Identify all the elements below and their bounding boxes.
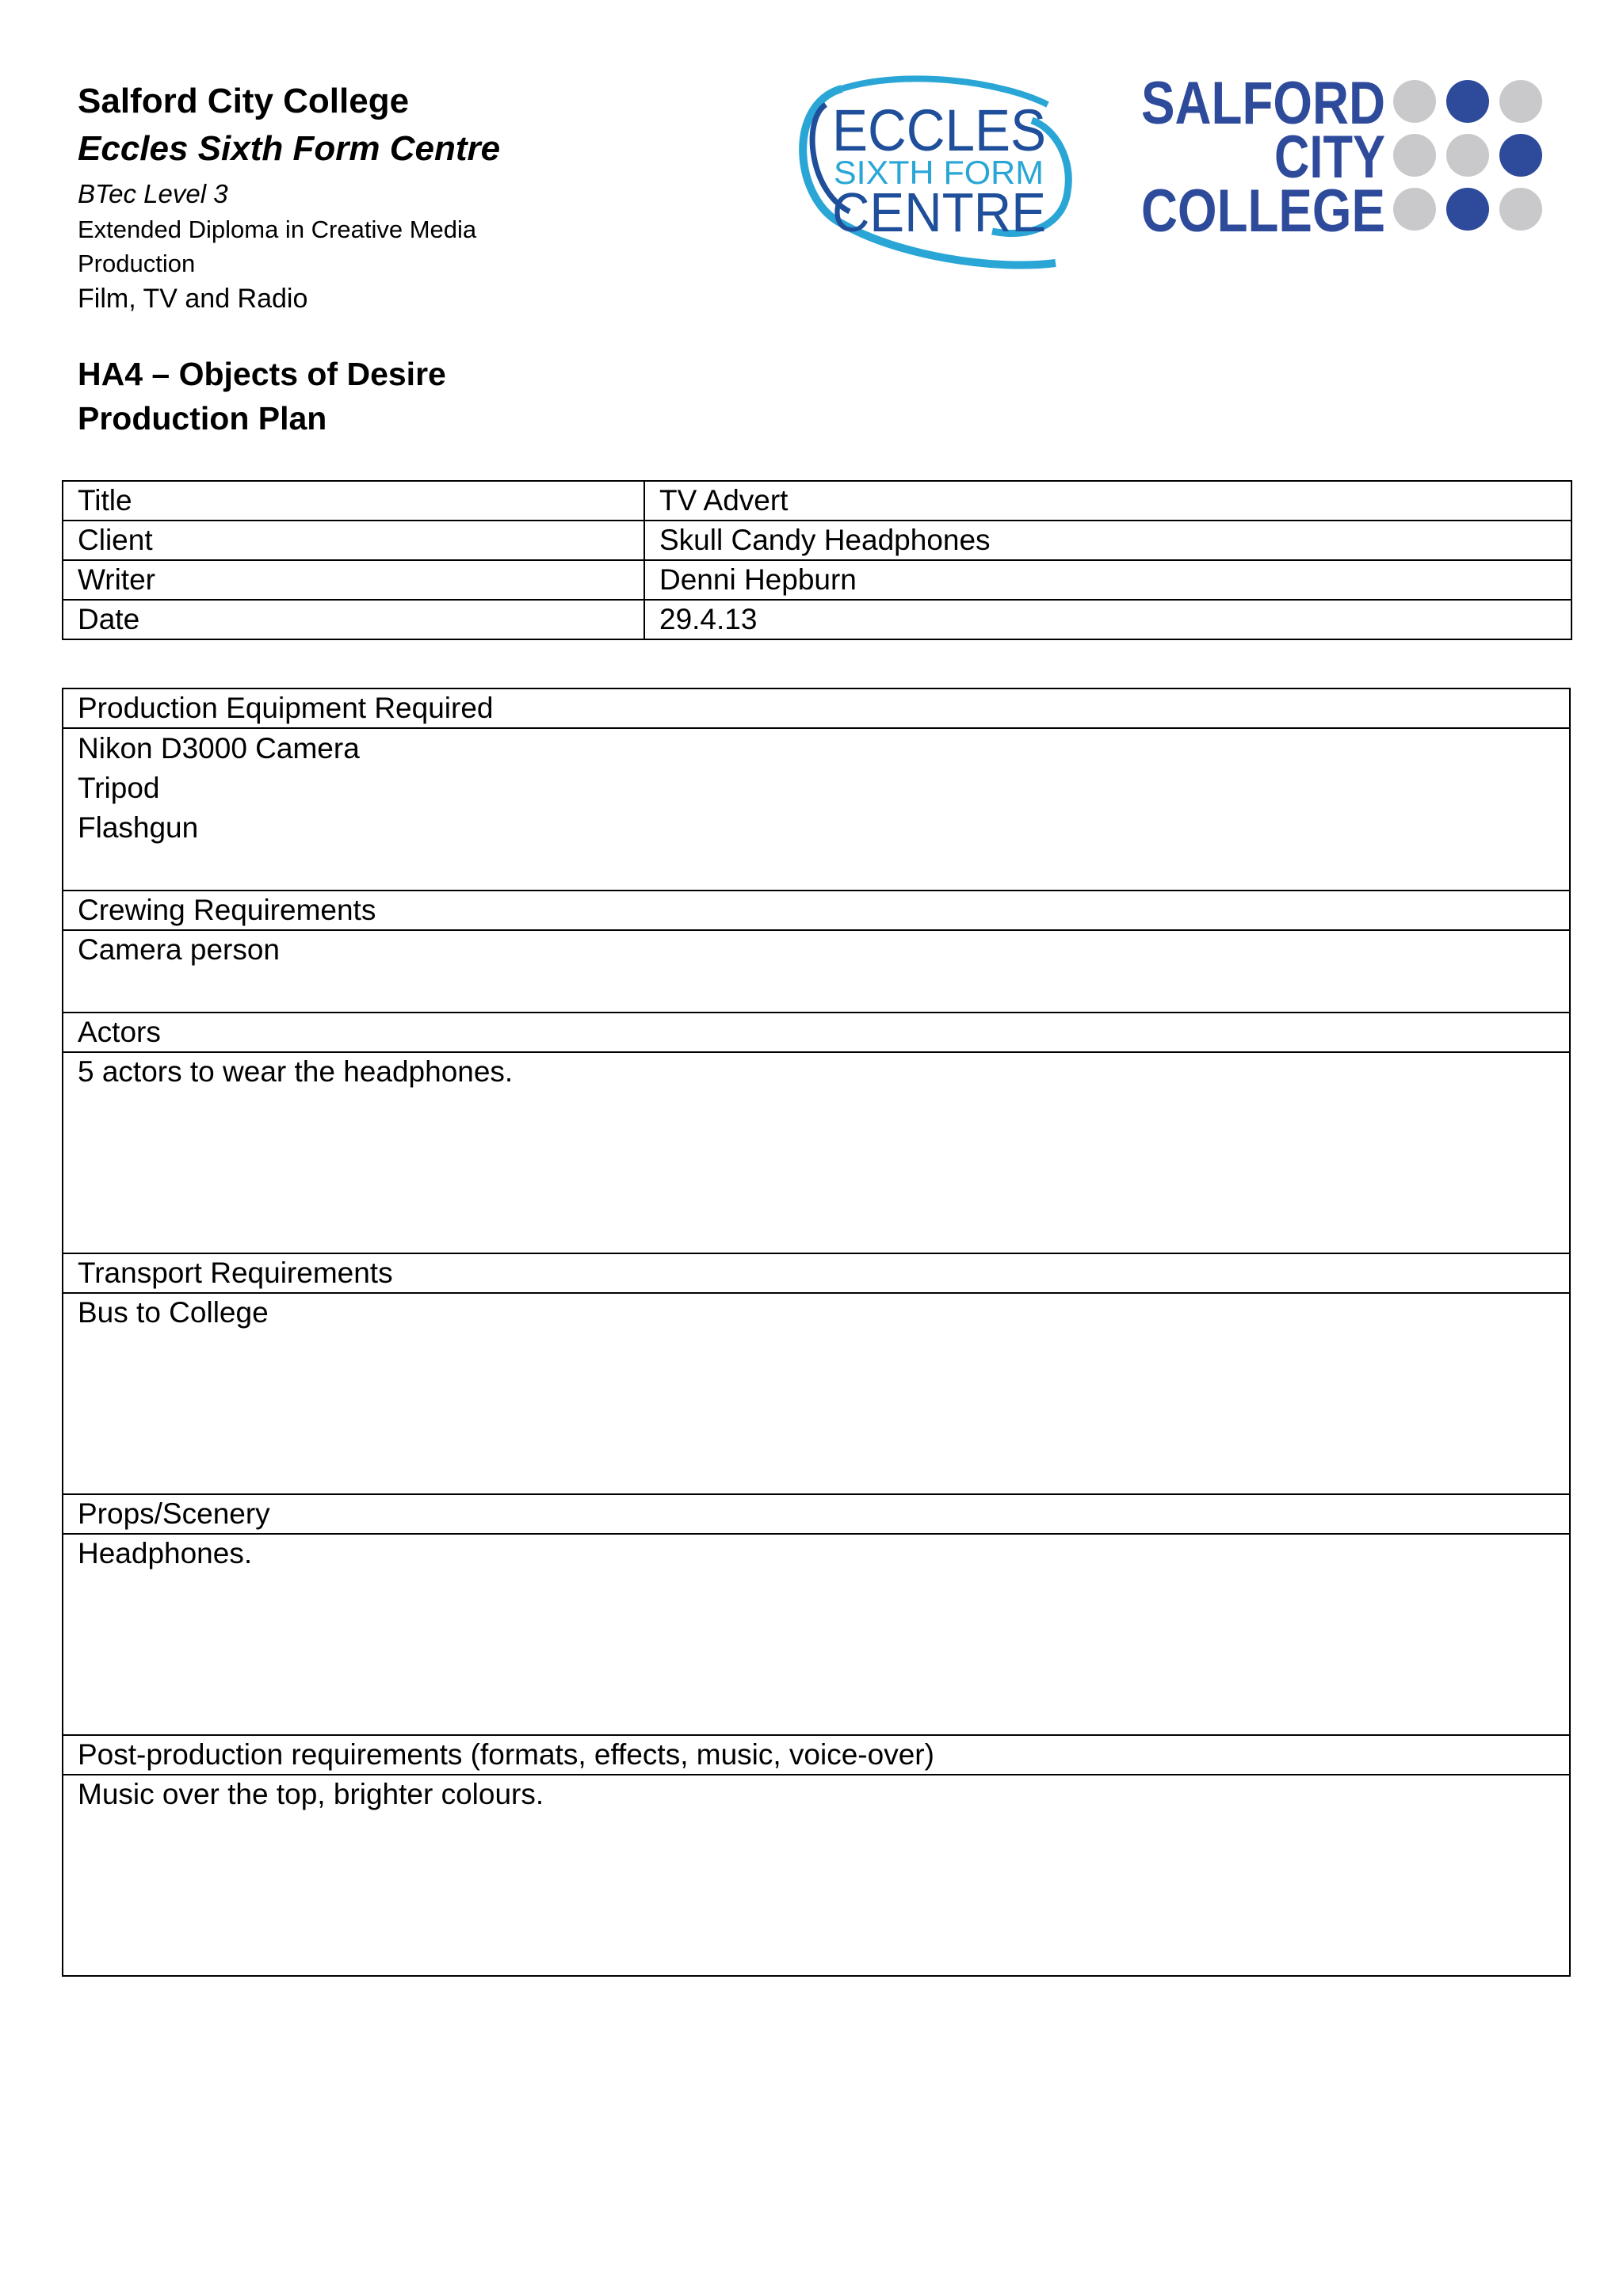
table-row xyxy=(63,1253,1570,1293)
table-row xyxy=(63,1735,1570,1775)
info-value-client: Skull Candy Headphones xyxy=(644,521,1571,560)
table-row xyxy=(63,1775,1570,1976)
table-row xyxy=(63,1534,1570,1735)
logo-dot xyxy=(1393,134,1436,177)
eccles-logo xyxy=(794,73,1079,280)
section-heading-transport: Transport Requirements xyxy=(63,1253,1570,1293)
logo-dot xyxy=(1499,80,1542,123)
info-label-title: Title xyxy=(63,481,644,521)
transport-line: Bus to College xyxy=(78,1296,269,1329)
section-body-transport xyxy=(63,1293,1570,1494)
section-body-actors xyxy=(63,1052,1570,1253)
logo-dot xyxy=(1393,80,1436,123)
section-heading-postproduction: Post-production requirements (formats, effects, music, voice-over) xyxy=(63,1735,1570,1775)
logo-dot xyxy=(1499,188,1542,231)
postproduction-line: Music over the top, brighter colours. xyxy=(78,1778,544,1810)
info-label-client: Client xyxy=(63,521,644,560)
salford-logo-dots xyxy=(1393,80,1542,231)
logo-dot xyxy=(1393,188,1436,231)
table-row xyxy=(63,600,1571,639)
table-row xyxy=(63,728,1570,891)
table-row xyxy=(63,891,1570,930)
table-row xyxy=(63,1494,1570,1534)
course-subject: Film, TV and Radio xyxy=(78,284,308,314)
table-row xyxy=(63,930,1570,1013)
salford-logo xyxy=(1141,71,1553,246)
section-body-props xyxy=(63,1534,1570,1735)
table-row xyxy=(63,1013,1570,1052)
logo-dot xyxy=(1499,134,1542,177)
course-diploma: Extended Diploma in Creative Media Production xyxy=(78,215,477,277)
eccles-logo-word2: SIXTH FORM xyxy=(834,154,1044,191)
section-heading-actors: Actors xyxy=(63,1013,1570,1052)
table-row xyxy=(63,1293,1570,1494)
centre-name: Eccles Sixth Form Centre xyxy=(78,129,501,168)
equipment-line: Tripod xyxy=(78,772,160,804)
course-level: BTec Level 3 xyxy=(78,179,228,208)
document-title-line2: Production Plan xyxy=(78,400,327,437)
header-block xyxy=(78,78,521,317)
info-label-writer: Writer xyxy=(63,560,644,600)
section-body-equipment xyxy=(63,728,1570,891)
college-name: Salford City College xyxy=(78,82,410,120)
logo-dot xyxy=(1446,134,1489,177)
section-body-crewing xyxy=(63,930,1570,1013)
document-title-line1: HA4 – Objects of Desire xyxy=(78,356,446,392)
info-value-date: 29.4.13 xyxy=(644,600,1571,639)
info-value-writer: Denni Hepburn xyxy=(644,560,1571,600)
logo-dot xyxy=(1446,80,1489,123)
salford-logo-word2: CITY xyxy=(1274,124,1385,191)
document-title xyxy=(78,352,446,441)
eccles-logo-word3: CENTRE xyxy=(832,181,1046,243)
section-heading-equipment: Production Equipment Required xyxy=(63,688,1570,728)
salford-logo-word1: SALFORD xyxy=(1141,71,1385,137)
table-row xyxy=(63,688,1570,728)
requirements-table xyxy=(62,688,1571,1977)
crewing-line: Camera person xyxy=(78,933,281,966)
table-row xyxy=(63,560,1571,600)
section-body-postproduction xyxy=(63,1775,1570,1976)
info-label-date: Date xyxy=(63,600,644,639)
table-row xyxy=(63,521,1571,560)
info-value-title: TV Advert xyxy=(644,481,1571,521)
section-heading-props: Props/Scenery xyxy=(63,1494,1570,1534)
props-line: Headphones. xyxy=(78,1537,253,1569)
table-row xyxy=(63,1052,1570,1253)
equipment-line: Nikon D3000 Camera xyxy=(78,732,360,765)
actors-line: 5 actors to wear the headphones. xyxy=(78,1055,514,1088)
salford-logo-word3: COLLEGE xyxy=(1141,177,1385,245)
table-row xyxy=(63,481,1571,521)
production-info-table xyxy=(62,480,1572,640)
eccles-logo-word1: ECCLES xyxy=(832,97,1046,163)
logo-dot xyxy=(1446,188,1489,231)
equipment-line: Flashgun xyxy=(78,811,199,844)
section-heading-crewing: Crewing Requirements xyxy=(63,891,1570,930)
